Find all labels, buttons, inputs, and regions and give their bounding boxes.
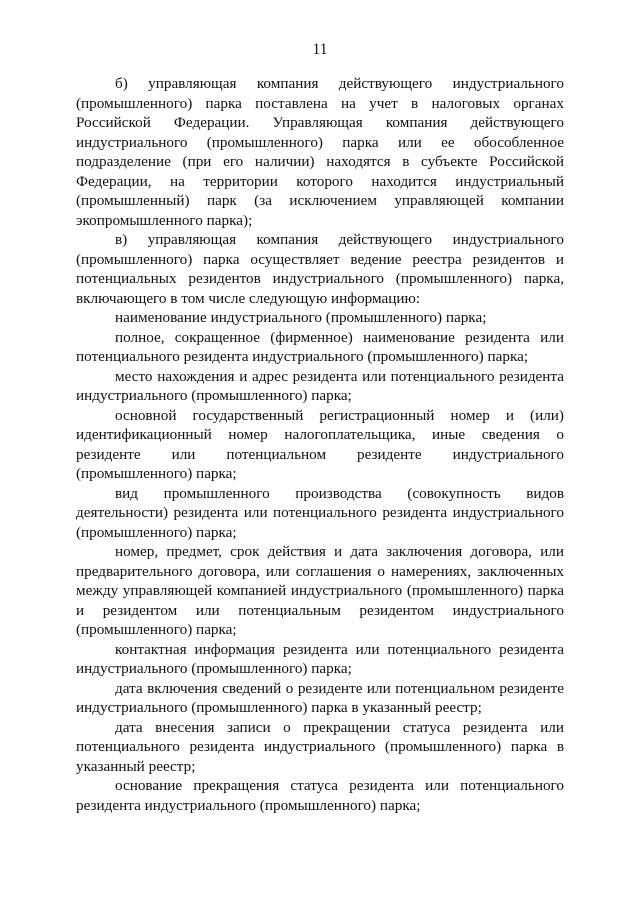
page-number: 11 (312, 41, 328, 58)
list-item-contract-details: номер, предмет, срок действия и дата заключения договора, или предварительного договора, или соглашения о намерениях, заключенных между управляющей компанией индустриального (промышленного) парка и резидентом или потенциальным резидентом индустриального (промышленного) парка; (76, 543, 564, 638)
list-item-termination-date: дата внесения записи о прекращении статуса резидента или потенциального резидента индустриального (промышленного) парка в указанный реестр; (76, 718, 564, 775)
list-item-inclusion-date: дата включения сведений о резиденте или потенциальном резиденте индустриального (промышленного) парка в указанный реестр; (76, 679, 564, 716)
document-body (76, 74, 564, 815)
list-item-resident-address: место нахождения и адрес резидента или потенциального резидента индустриального (промышленного) парка; (76, 367, 564, 404)
list-item-contact-info: контактная информация резидента или потенциального резидента индустриального (промышленного) парка; (76, 640, 564, 677)
list-item-production-type: вид промышленного производства (совокупность видов деятельности) резидента или потенциального резидента индустриального (промышленного) парка; (76, 484, 564, 541)
list-item-registration-numbers: основной государственный регистрационный номер и (или) идентификационный номер налогоплательщика, иные сведения о резиденте или потенциальном резиденте индустриального (промышленного) парка; (76, 406, 564, 482)
list-item-termination-basis: основание прекращения статуса резидента или потенциального резидента индустриального (промышленного) парка; (76, 777, 564, 814)
paragraph-v: в) управляющая компания действующего индустриального (промышленного) парка осуществляет ведение реестра резидентов и потенциальных резидентов индустриального (промышленного) парка, включающего в том числе следующую информацию: (76, 231, 564, 307)
list-item-resident-name: полное, сокращенное (фирменное) наименование резидента или потенциального резидента индустриального (промышленного) парка; (76, 328, 564, 365)
paragraph-b: б) управляющая компания действующего индустриального (промышленного) парка поставлена на учет в налоговых органах Российской Федерации. Управляющая компания действующего индустриального (промышленного) парка или ее обособленное подразделение (при его наличии) находятся в субъекте Российской Федерации, на территории которого находится индустриальный (промышленный) парк (за исключением управляющей компании экопромышленного парка); (76, 75, 564, 229)
list-item-park-name: наименование индустриального (промышленного) парка; (115, 309, 487, 326)
